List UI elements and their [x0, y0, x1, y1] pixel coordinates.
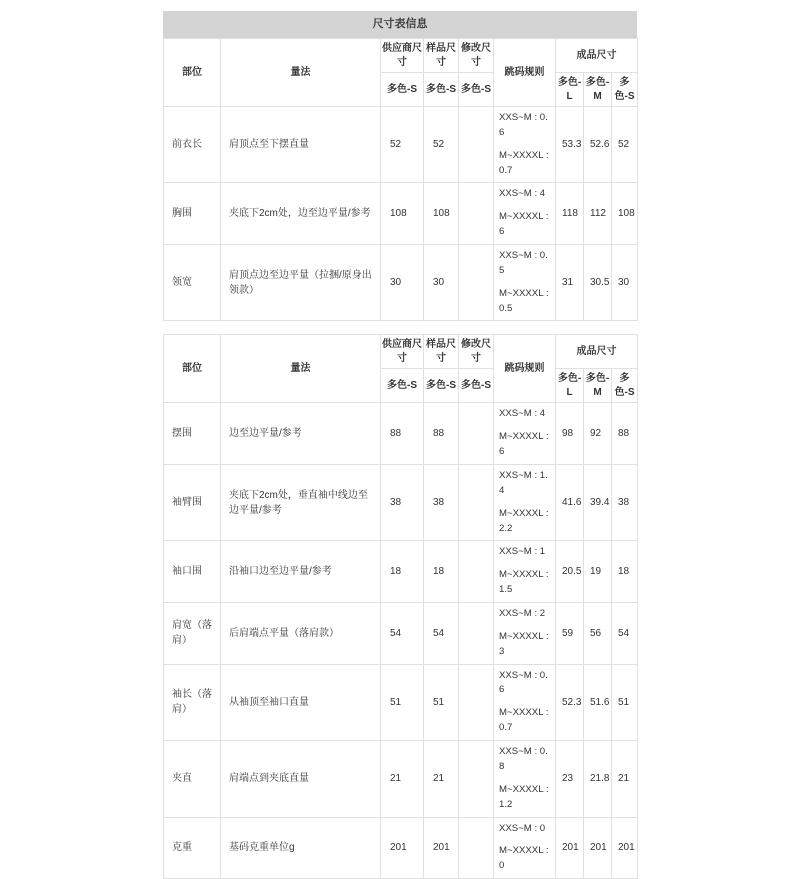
jump-rule-line: XXS~M : 1	[499, 546, 546, 558]
jump-rule-line: XXS~M : 4	[499, 188, 546, 200]
cell-modify-size	[459, 741, 494, 817]
cell-jump-rule	[494, 541, 556, 603]
cell-part: 肩宽（落肩）	[164, 603, 221, 665]
cell-jump-rule	[494, 403, 556, 465]
cell-sample-size: 18	[424, 541, 459, 603]
cell-supplier-size: 30	[381, 245, 424, 321]
jump-rule-line: M~XXXXL : 1.2	[499, 783, 549, 810]
cell-modify-size	[459, 664, 494, 740]
cell-finished-s: 88	[612, 403, 638, 465]
cell-supplier-size: 18	[381, 541, 424, 603]
jump-rule-line: XXS~M : 0.6	[499, 112, 548, 138]
table-row-hem	[164, 403, 638, 465]
subcol-finished-m: 多色-M	[584, 73, 612, 107]
table-row-sleeve-length	[164, 664, 638, 740]
cell-finished-m: 19	[584, 541, 612, 603]
cell-supplier-size: 21	[381, 741, 424, 817]
table-row-sleeve-arm	[164, 465, 638, 541]
cell-sample-size: 51	[424, 664, 459, 740]
cell-finished-l: 20.5	[556, 541, 584, 603]
jump-rule-line: M~XXXXL : 1.5	[499, 569, 549, 596]
cell-part: 前衣长	[164, 107, 221, 183]
cell-jump-rule	[494, 741, 556, 817]
size-table-upper	[163, 38, 638, 321]
cell-method: 边至边平量/参考	[221, 403, 381, 465]
table-row-collar-width	[164, 245, 638, 321]
cell-finished-s: 30	[612, 245, 638, 321]
cell-finished-l: 23	[556, 741, 584, 817]
header-row-main	[164, 335, 638, 369]
cell-jump-rule	[494, 603, 556, 665]
cell-method: 肩端点到夹底直量	[221, 741, 381, 817]
cell-jump-rule	[494, 245, 556, 321]
cell-modify-size	[459, 817, 494, 879]
subcol-finished-s: 多色-S	[612, 73, 638, 107]
col-header-method: 量法	[221, 335, 381, 403]
jump-rule-line: M~XXXXL : 6	[499, 211, 549, 238]
table-row-cuff	[164, 541, 638, 603]
cell-jump-rule	[494, 465, 556, 541]
cell-modify-size	[459, 465, 494, 541]
jump-rule-line: XXS~M : 0.6	[499, 669, 548, 696]
cell-sample-size: 52	[424, 107, 459, 183]
jump-rule-line: XXS~M : 1.4	[499, 470, 548, 496]
cell-finished-l: 52.3	[556, 664, 584, 740]
cell-finished-l: 201	[556, 817, 584, 879]
subcol-finished-l: 多色-L	[556, 369, 584, 403]
size-chart-title: 尺寸表信息	[163, 11, 637, 38]
jump-rule-line: M~XXXXL : 2.2	[499, 507, 549, 534]
col-header-part: 部位	[164, 39, 221, 107]
cell-finished-s: 38	[612, 465, 638, 541]
cell-method: 沿袖口边至边平量/参考	[221, 541, 381, 603]
cell-finished-m: 201	[584, 817, 612, 879]
col-header-supplier-size: 供应商尺寸	[381, 335, 424, 369]
cell-part: 夹直	[164, 741, 221, 817]
cell-sample-size: 88	[424, 403, 459, 465]
col-header-supplier-size: 供应商尺寸	[381, 39, 424, 73]
cell-jump-rule	[494, 664, 556, 740]
cell-finished-l: 98	[556, 403, 584, 465]
cell-method: 肩顶点至下摆直量	[221, 107, 381, 183]
cell-sample-size: 21	[424, 741, 459, 817]
jump-rule-line: XXS~M : 0	[499, 822, 546, 834]
cell-finished-l: 53.3	[556, 107, 584, 183]
cell-finished-s: 51	[612, 664, 638, 740]
cell-sample-size: 108	[424, 183, 459, 245]
cell-part: 克重	[164, 817, 221, 879]
subcol-finished-m: 多色-M	[584, 369, 612, 403]
jump-rule-line: XXS~M : 0.8	[499, 746, 548, 772]
cell-supplier-size: 201	[381, 817, 424, 879]
cell-finished-s: 201	[612, 817, 638, 879]
jump-rule-line: M~XXXXL : 0	[499, 845, 549, 872]
cell-jump-rule	[494, 183, 556, 245]
col-header-finished-size: 成品尺寸	[556, 39, 638, 73]
cell-method: 夹底下2cm处，边至边平量/参考	[221, 183, 381, 245]
jump-rule-line: XXS~M : 0.5	[499, 250, 548, 276]
jump-rule-line: XXS~M : 2	[499, 608, 546, 620]
subcol-modify-color: 多色-S	[459, 73, 494, 107]
cell-supplier-size: 38	[381, 465, 424, 541]
cell-sample-size: 30	[424, 245, 459, 321]
cell-finished-m: 56	[584, 603, 612, 665]
cell-modify-size	[459, 541, 494, 603]
cell-part: 领宽	[164, 245, 221, 321]
cell-finished-l: 59	[556, 603, 584, 665]
cell-finished-l: 118	[556, 183, 584, 245]
cell-supplier-size: 51	[381, 664, 424, 740]
col-header-part: 部位	[164, 335, 221, 403]
jump-rule-line: M~XXXXL : 6	[499, 431, 549, 458]
table-row-weight	[164, 817, 638, 879]
table-row-armhole-depth	[164, 741, 638, 817]
cell-method: 夹底下2cm处，垂直袖中线边至边平量/参考	[221, 465, 381, 541]
cell-part: 摆围	[164, 403, 221, 465]
jump-rule-line: XXS~M : 4	[499, 408, 546, 420]
cell-sample-size: 201	[424, 817, 459, 879]
cell-modify-size	[459, 403, 494, 465]
cell-finished-m: 21.8	[584, 741, 612, 817]
col-header-finished-size: 成品尺寸	[556, 335, 638, 369]
jump-rule-line: M~XXXXL : 3	[499, 630, 549, 657]
cell-finished-s: 54	[612, 603, 638, 665]
cell-modify-size	[459, 107, 494, 183]
subcol-sample-color: 多色-S	[424, 369, 459, 403]
cell-method: 从袖顶至袖口直量	[221, 664, 381, 740]
cell-finished-m: 39.4	[584, 465, 612, 541]
cell-finished-m: 51.6	[584, 664, 612, 740]
cell-finished-m: 92	[584, 403, 612, 465]
jump-rule-line: M~XXXXL : 0.7	[499, 149, 549, 176]
cell-supplier-size: 108	[381, 183, 424, 245]
subcol-finished-s: 多色-S	[612, 369, 638, 403]
size-table-lower	[163, 334, 638, 879]
cell-part: 袖口围	[164, 541, 221, 603]
cell-supplier-size: 52	[381, 107, 424, 183]
cell-modify-size	[459, 183, 494, 245]
col-header-method: 量法	[221, 39, 381, 107]
cell-sample-size: 54	[424, 603, 459, 665]
cell-modify-size	[459, 603, 494, 665]
subcol-finished-l: 多色-L	[556, 73, 584, 107]
header-row-main	[164, 39, 638, 73]
col-header-modify-size: 修改尺寸	[459, 335, 494, 369]
cell-method: 基码克重单位g	[221, 817, 381, 879]
cell-finished-m: 112	[584, 183, 612, 245]
subcol-sample-color: 多色-S	[424, 73, 459, 107]
col-header-sample-size: 样品尺寸	[424, 39, 459, 73]
subcol-supplier-color: 多色-S	[381, 369, 424, 403]
subcol-supplier-color: 多色-S	[381, 73, 424, 107]
jump-rule-line: M~XXXXL : 0.7	[499, 707, 549, 734]
subcol-modify-color: 多色-S	[459, 369, 494, 403]
cell-part: 袖长（落肩）	[164, 664, 221, 740]
cell-method: 后肩端点平量（落肩款）	[221, 603, 381, 665]
cell-finished-m: 52.6	[584, 107, 612, 183]
cell-jump-rule	[494, 817, 556, 879]
cell-sample-size: 38	[424, 465, 459, 541]
cell-finished-s: 108	[612, 183, 638, 245]
table-row-chest	[164, 183, 638, 245]
cell-finished-s: 21	[612, 741, 638, 817]
col-header-sample-size: 样品尺寸	[424, 335, 459, 369]
jump-rule-line: M~XXXXL : 0.5	[499, 287, 549, 314]
cell-finished-l: 41.6	[556, 465, 584, 541]
cell-modify-size	[459, 245, 494, 321]
cell-finished-l: 31	[556, 245, 584, 321]
table-row-front-length	[164, 107, 638, 183]
cell-finished-s: 18	[612, 541, 638, 603]
cell-part: 胸围	[164, 183, 221, 245]
table-row-shoulder-width	[164, 603, 638, 665]
cell-part: 袖臂围	[164, 465, 221, 541]
cell-supplier-size: 54	[381, 603, 424, 665]
size-chart-section	[163, 11, 637, 879]
cell-finished-s: 52	[612, 107, 638, 183]
cell-supplier-size: 88	[381, 403, 424, 465]
col-header-jump-rule: 跳码规则	[494, 335, 556, 403]
cell-jump-rule	[494, 107, 556, 183]
col-header-jump-rule: 跳码规则	[494, 39, 556, 107]
col-header-modify-size: 修改尺寸	[459, 39, 494, 73]
cell-method: 肩顶点边至边平量（拉捆/原身出领款）	[221, 245, 381, 321]
cell-finished-m: 30.5	[584, 245, 612, 321]
